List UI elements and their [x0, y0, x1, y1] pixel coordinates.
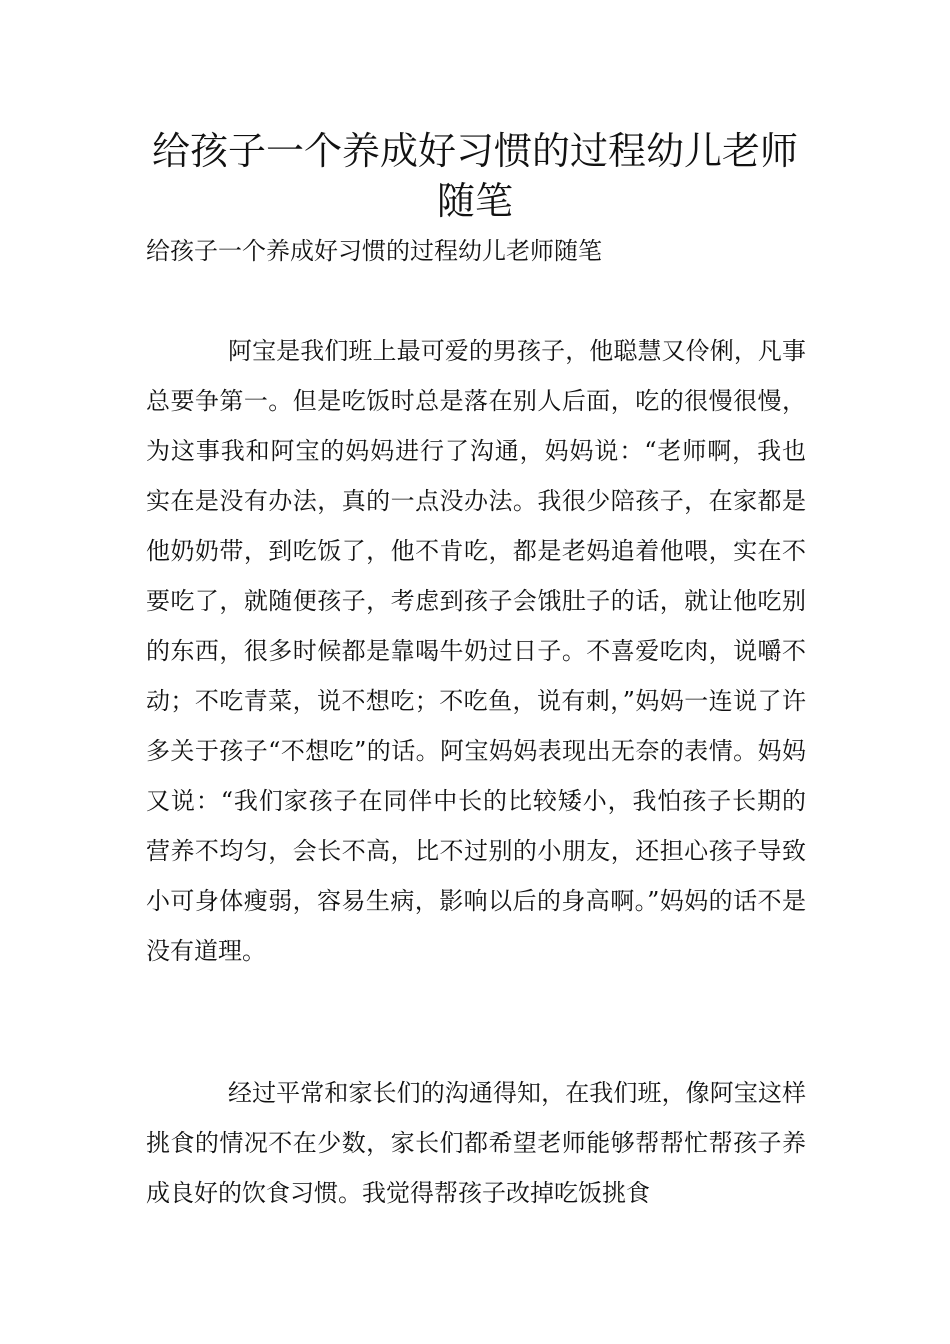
document-subtitle: 给孩子一个养成好习惯的过程幼儿老师随笔	[146, 237, 602, 265]
body-paragraph-2: 经过平常和家长们的沟通得知，在我们班，像阿宝这样挑食的情况不在少数，家长们都希望老师能够帮帮忙帮孩子养成良好的饮食习惯。我觉得帮孩子改掉吃饭挑食	[146, 1079, 806, 1207]
document-title: 给孩子一个养成好习惯的过程幼儿老师随笔	[151, 129, 798, 223]
body-paragraph-1: 阿宝是我们班上最可爱的男孩子，他聪慧又伶俐，凡事总要争第一。但是吃饭时总是落在别人后面，吃的很慢很慢，为这事我和阿宝的妈妈进行了沟通，妈妈说：“老师啊，我也实在是没有办法，真的一点没办法。我很少陪孩子，在家都是他奶奶带，到吃饭了，他不肯吃，都是老妈追着他喂，实在不要吃了，就随便孩子，考虑到孩子会饿肚子的话，就让他吃别的东西，很多时候都是靠喝牛奶过日子。不喜爱吃肉，说嚼不动；不吃青菜，说不想吃；不吃鱼，说有刺，”妈妈一连说了许多关于孩子“不想吃”的话。阿宝妈妈表现出无奈的表情。妈妈又说：“我们家孩子在同伴中长的比较矮小，我怕孩子长期的营养不均匀，会长不高，比不过别的小朋友，还担心孩子导致小可身体瘦弱，容易生病，影响以后的身高啊。”妈妈的话不是没有道理。	[146, 337, 806, 965]
